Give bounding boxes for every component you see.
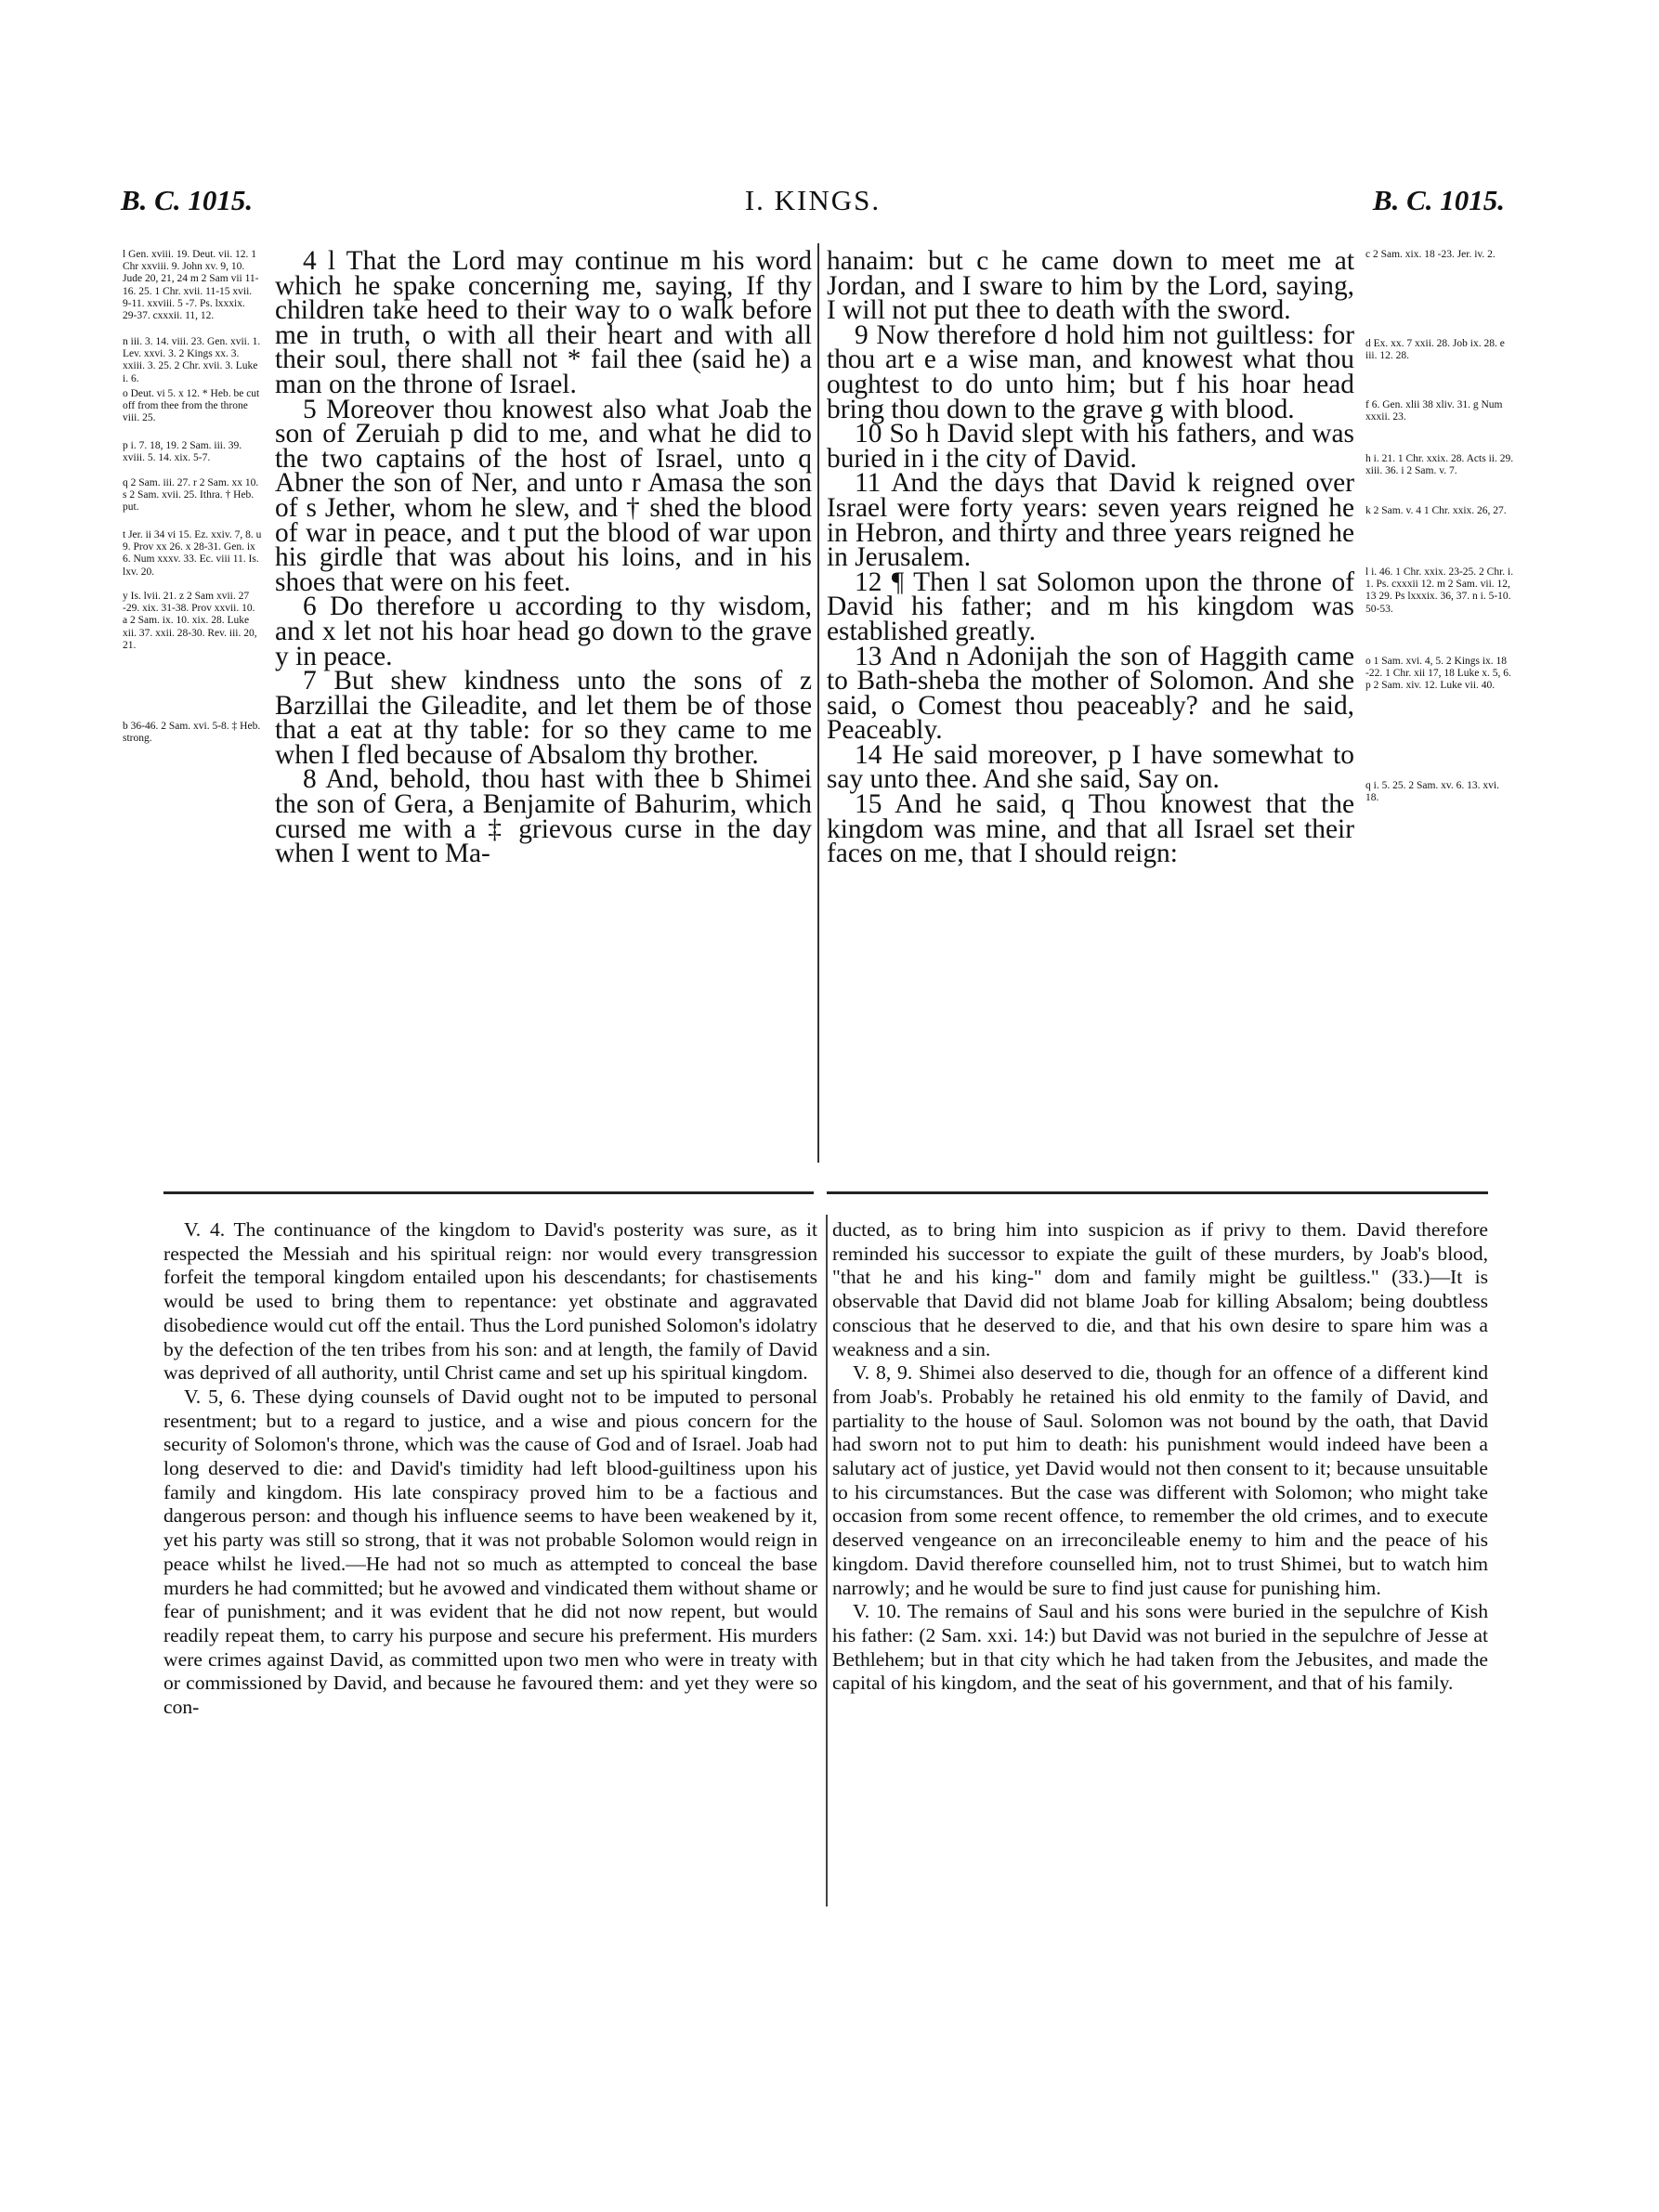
- margin-note: f 6. Gen. xlii 38 xliv. 31. g Num xxxii. 23.: [1365, 399, 1503, 423]
- verse-5: 5 Moreover thou knowest also what Joab the son of Zeruiah p did to me, and what he did to the two captains of the host of Israel, unto q Abner the son of Ner, and unto r Amasa the son of s Jether, whom he slew, and † shed the blood of war in peace, and t put the blood of war upon his girdle that was about his loins, and in his shoes that were on his feet.: [275, 394, 812, 597]
- margin-note: h i. 21. 1 Chr. xxix. 28. Acts ii. 29. xiii. 36. i 2 Sam. v. 7.: [1365, 453, 1514, 477]
- header-book-title: I. KINGS.: [744, 184, 882, 216]
- verse-14: 14 He said moreover, p I have somewhat to say unto thee. And she said, Say on.: [827, 739, 1354, 795]
- verse-11: 11 And the days that David k reigned over Israel were forty years: seven years reigned he in Hebron, and thirty and three years reigned he in Jerusalem.: [827, 468, 1354, 573]
- margin-note: y Is. lvii. 21. z 2 Sam xvii. 27 -29. xix. 31-38. Prov xxvii. 10. a 2 Sam. ix. 10. xix. 28. Luke xii. 37. xxii. 28-30. Rev. iii. 20, 21.: [123, 591, 257, 651]
- verse-4: 4 l That the Lord may continue m his word which he spake concerning me, saying, If thy children take heed to their way to o walk before me in truth, o with all their heart and with all their soul, there shall not * fail thee (said he) a man on the throne of Israel.: [275, 246, 812, 399]
- commentary-paragraph: V. 8, 9. Shimei also deserved to die, though for an offence of a different kind from Joab's. Probably he retained his old enmity to the family of David, and partiality to the house of Saul. Solomon was not bound by the oath, that David had sworn not to put him to death: his punishment would indeed have been a salutary act of justice, yet David would not then consent to it; because unsuitable to his circumstances. But the case was different with Solomon; who might take occasion from some recent offence, to remember the old crimes, and to execute deserved vengeance on an irreconcileable enemy to him and the peace of his kingdom. David therefore counselled him, not to trust Shimei, but to watch him narrowly; and he would be sure to find just cause for punishing him.: [832, 1361, 1488, 1599]
- scripture-column-right: [827, 246, 1354, 869]
- verse-8: 8 And, behold, thou hast with thee b Shimei the son of Gera, a Benjamite of Bahurim, which cursed me with a ‡ grievous curse in the day when I went to Ma-: [275, 764, 812, 869]
- verse-13: 13 And n Adonijah the son of Haggith came to Bath-sheba the mother of Solomon. And she said, o Comest thou peaceably? and he said, Peaceably.: [827, 641, 1354, 746]
- header-date-right: B. C. 1015.: [1372, 184, 1505, 216]
- margin-note: o 1 Sam. xvi. 4, 5. 2 Kings ix. 18 -22. 1 Chr. xii 17, 18 Luke x. 5, 6. p 2 Sam. xiv. 12. Luke vii. 40.: [1365, 656, 1511, 692]
- margin-note: d Ex. xx. 7 xxii. 28. Job ix. 28. e iii. 12. 28.: [1365, 338, 1505, 362]
- verse-7: 7 But shew kindness unto the sons of z Barzillai the Gileadite, and let them be of those that a eat at thy table: for so they came to me when I fled because of Absalom thy brother.: [275, 666, 812, 770]
- commentary-paragraph: V. 10. The remains of Saul and his sons were buried in the sepulchre of Kish his father: (2 Sam. xxi. 14:) but David was not buried in the sepulchre of Jesse at Bethlehem; but in that city which he had taken from the Jebusites, and made the capital of his kingdom, and the seat of his government, and that of his family.: [832, 1600, 1488, 1695]
- margin-note: p i. 7. 18, 19. 2 Sam. iii. 39. xviii. 5. 14. xix. 5-7.: [123, 440, 242, 464]
- section-divider-right: [827, 1191, 1488, 1194]
- header-date-left: B. C. 1015.: [121, 184, 254, 216]
- verse-6: 6 Do therefore u according to thy wisdom, and x let not his hoar head go down to the grave y in peace.: [275, 592, 812, 671]
- running-header: [121, 184, 1505, 221]
- margin-note: t Jer. ii 34 vi 15. Ez. xxiv. 7, 8. u 9. Prov xx 26. x 28-31. Gen. ix 6. Num xxxv. 33. Ec. viii 11. Is. lxv. 20.: [123, 529, 262, 578]
- section-divider-left: [163, 1191, 814, 1194]
- left-margin-references: [123, 249, 262, 745]
- margin-note: q 2 Sam. iii. 27. r 2 Sam. xx 10. s 2 Sam. xvii. 25. Ithra. † Heb. put.: [123, 477, 259, 514]
- margin-note: o Deut. vi 5. x 12. * Heb. be cut off from thee from the throne viii. 25.: [123, 388, 260, 424]
- right-margin-references: [1365, 249, 1514, 804]
- commentary-paragraph: ducted, as to bring him into suspicion as if privy to them. David therefore reminded his successor to expiate the guilt of these murders, by Joab's blood, "that he and his king-" dom and family might be guiltless." (33.)—It is observable that David did not blame Joab for killing Absalom; being doubtless conscious that he deserved to die, and that his own desire to spare him was a weakness and a sin.: [832, 1218, 1488, 1360]
- commentary-column-left: [163, 1218, 817, 1720]
- verse-12: 12 ¶ Then l sat Solomon upon the throne of David his father; and m his kingdom was established greatly.: [827, 566, 1354, 646]
- column-divider-bottom: [826, 1215, 828, 1906]
- margin-note: k 2 Sam. v. 4 1 Chr. xxix. 26, 27.: [1365, 505, 1507, 516]
- commentary-paragraph: V. 5, 6. These dying counsels of David ought not to be imputed to personal resentment; but to a regard to justice, and a wise and pious concern for the security of Solomon's throne, which was the cause of God and of Israel. Joab had long deserved to die: and David's timidity had left blood-guiltiness upon his family and kingdom. His late conspiracy proved him to be a factious and dangerous person: and though his influence seems to have been weakened by it, yet his party was still so strong, that it was not probable Solomon would reign in peace whilst he lived.—He had not so much as attempted to conceal the base murders he had committed; but he avowed and vindicated them without shame or fear of punishment; and it was evident that he did not now repent, but would readily repeat them, to carry his purpose and secure his preferment. His murders were crimes against David, as committed upon two men who were in treaty with or commissioned by David, and because he favoured them: and yet they were so con-: [163, 1385, 818, 1719]
- column-divider-top: [817, 243, 819, 1163]
- margin-note: b 36-46. 2 Sam. xvi. 5-8. ‡ Heb. strong.: [123, 721, 261, 745]
- scripture-column-left: [275, 246, 812, 869]
- margin-note: n iii. 3. 14. viii. 23. Gen. xvii. 1. Lev. xxvi. 3. 2 Kings xx. 3. xxiii. 3. 25. 2 Chr. xvii. 3. Luke i. 6.: [123, 336, 261, 384]
- verse-8-continued: hanaim: but c he came down to meet me at Jordan, and I sware to him by the Lord, saying, I will not put thee to death with the sword.: [827, 246, 1354, 326]
- verse-9: 9 Now therefore d hold him not guiltless: for thou art e a wise man, and knowest what thou oughtest to do unto him; but f his hoar head bring thou down to the grave g with blood.: [827, 319, 1354, 424]
- margin-note: c 2 Sam. xix. 18 -23. Jer. iv. 2.: [1365, 249, 1496, 260]
- verse-10: 10 So h David slept with his fathers, and was buried in i the city of David.: [827, 419, 1354, 474]
- margin-note: q i. 5. 25. 2 Sam. xv. 6. 13. xvi. 18.: [1365, 780, 1499, 804]
- margin-note: l Gen. xviii. 19. Deut. vii. 12. 1 Chr xxviii. 9. John xv. 9, 10. Jude 20, 21, 24 m 2 Sam vii 11-16. 25. 1 Chr. xvii. 11-15 xvii. 9-11. xxviii. 5 -7. Ps. lxxxix. 29-37. cxxxii. 11, 12.: [123, 249, 259, 322]
- commentary-column-right: [832, 1218, 1488, 1696]
- commentary-paragraph: V. 4. The continuance of the kingdom to David's posterity was sure, as it respected the Messiah and his spiritual reign: nor would every transgression forfeit the temporal kingdom entailed upon his descendants; for chastisements would be used to bring them to repentance: yet obstinate and aggravated disobedience would cut off the entail. Thus the Lord punished Solomon's idolatry by the defection of the ten tribes from his son: and at length, the family of David was deprived of all authority, until Christ came and set up his spiritual kingdom.: [163, 1218, 817, 1385]
- verse-15: 15 And he said, q Thou knowest that the kingdom was mine, and that all Israel set their faces on me, that I should reign:: [827, 789, 1354, 869]
- margin-note: l i. 46. 1 Chr. xxix. 23-25. 2 Chr. i. 1. Ps. cxxxii 12. m 2 Sam. vii. 12, 13 29. Ps lxxxix. 36, 37. n i. 5-10. 50-53.: [1365, 566, 1514, 615]
